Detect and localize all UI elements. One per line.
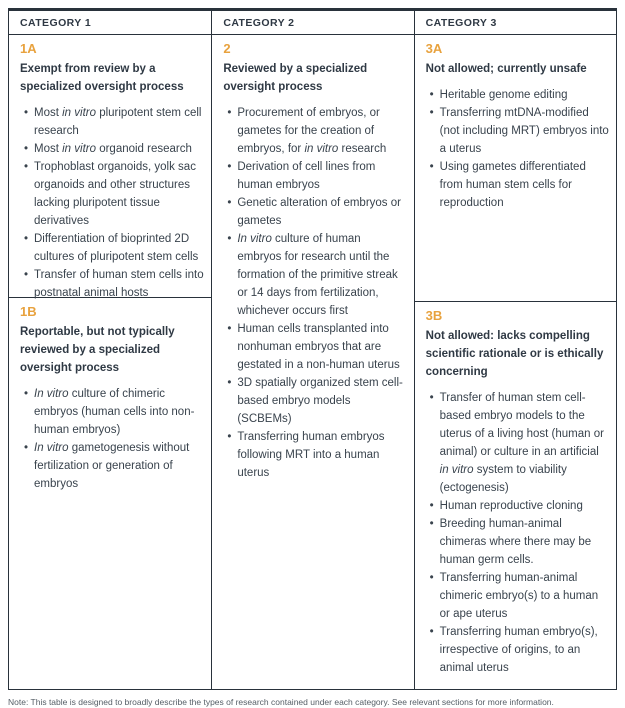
column-category-3: [414, 35, 616, 689]
bullet-item: • Transferring mtDNA-modified (not including MRT) embryos into a uterus: [430, 104, 610, 158]
bullet-item: • 3D spatially organized stem cell-based embryo models (SCBEMs): [227, 374, 407, 428]
section-label-3a: 3A: [425, 41, 443, 56]
section-heading-3a: Not allowed; currently unsafe: [425, 63, 587, 75]
bullet-list-3b: [426, 389, 610, 677]
bullet-item: • Transferring human-animal chimeric embryo(s) to a human or ape uterus: [430, 569, 610, 623]
bullet-item: • Using gametes differentiated from human stem cells for reproduction: [430, 158, 610, 212]
section-label-2: 2: [223, 41, 231, 56]
bullet-list-3a: [426, 86, 610, 212]
bullet-list-1b: [20, 385, 205, 493]
section-heading-3b: Not allowed: lacks compelling scientific rationale or is ethically concerning: [425, 330, 604, 378]
section-heading-1a: Exempt from review by a specialized oversight process: [20, 63, 184, 93]
bullet-item: • Procurement of embryos, or gametes for the creation of embryos, for in vitro research: [227, 104, 407, 158]
bullet-item: • Breeding human-animal chimeras where there may be human germ cells.: [430, 515, 610, 569]
bullet-list-2: [223, 104, 407, 482]
bullet-item: • Trophoblast organoids, yolk sac organoids and other structures lacking pluripotent tissue derivatives: [24, 158, 205, 230]
section-label-1b: 1B: [20, 304, 37, 319]
bullet-item: • Transfer of human stem cells into postnatal animal hosts: [24, 266, 205, 302]
bullet-item: • Most in vitro pluripotent stem cell research: [24, 104, 205, 140]
research-category-table: [8, 8, 617, 690]
column-category-1: [9, 35, 211, 689]
bullet-item: • Transferring human embryo(s), irrespective of origins, to an animal uterus: [430, 623, 610, 677]
section-label-3b: 3B: [425, 308, 443, 323]
bullet-item: • Differentiation of bioprinted 2D cultures of pluripotent stem cells: [24, 230, 205, 266]
bullet-item: • Heritable genome editing: [430, 86, 610, 104]
bullet-item: • Transfer of human stem cell-based embryo models to the uterus of a living host (human or animal) or culture in an artificial in vitro system to viability (ectogenesis): [430, 389, 610, 497]
bullet-item: • Derivation of cell lines from human embryos: [227, 158, 407, 194]
section-2: [212, 35, 413, 494]
bullet-item: • In vitro culture of chimeric embryos (human cells into non-human embryos): [24, 385, 205, 439]
bullet-list-1a: [20, 104, 205, 302]
section-1b: [9, 297, 211, 505]
column-header-category-1: CATEGORY 1: [20, 17, 92, 29]
section-label-1a: 1A: [20, 41, 37, 56]
column-category-2: [211, 35, 413, 689]
bullet-item: • In vitro culture of human embryos for research until the formation of the primitive streak or 14 days from fertilization, whichever occurs first: [227, 230, 407, 320]
bullet-item: • Transferring human embryos following MRT into a human uterus: [227, 428, 407, 482]
bullet-item: • In vitro gametogenesis without fertilization or generation of embryos: [24, 439, 205, 493]
column-header-category-2: CATEGORY 2: [211, 11, 413, 34]
section-heading-2: Reviewed by a specialized oversight process: [223, 63, 368, 93]
table-header-row: [9, 11, 616, 35]
section-3b: [415, 301, 616, 689]
bullet-item: • Human cells transplanted into nonhuman embryos that are gestated in a non-human uterus: [227, 320, 407, 374]
section-3a: [415, 35, 616, 301]
bullet-item: • Genetic alteration of embryos or gametes: [227, 194, 407, 230]
table-body: [9, 35, 616, 689]
section-1a: [9, 35, 211, 297]
table-footnote: Note: This table is designed to broadly describe the types of research contained under each category. See relevant sections for more information.: [8, 697, 554, 707]
bullet-item: • Most in vitro organoid research: [24, 140, 205, 158]
bullet-item: • Human reproductive cloning: [430, 497, 610, 515]
column-header-category-3: CATEGORY 3: [414, 11, 616, 34]
section-heading-1b: Reportable, but not typically reviewed by a specialized oversight process: [20, 326, 175, 374]
